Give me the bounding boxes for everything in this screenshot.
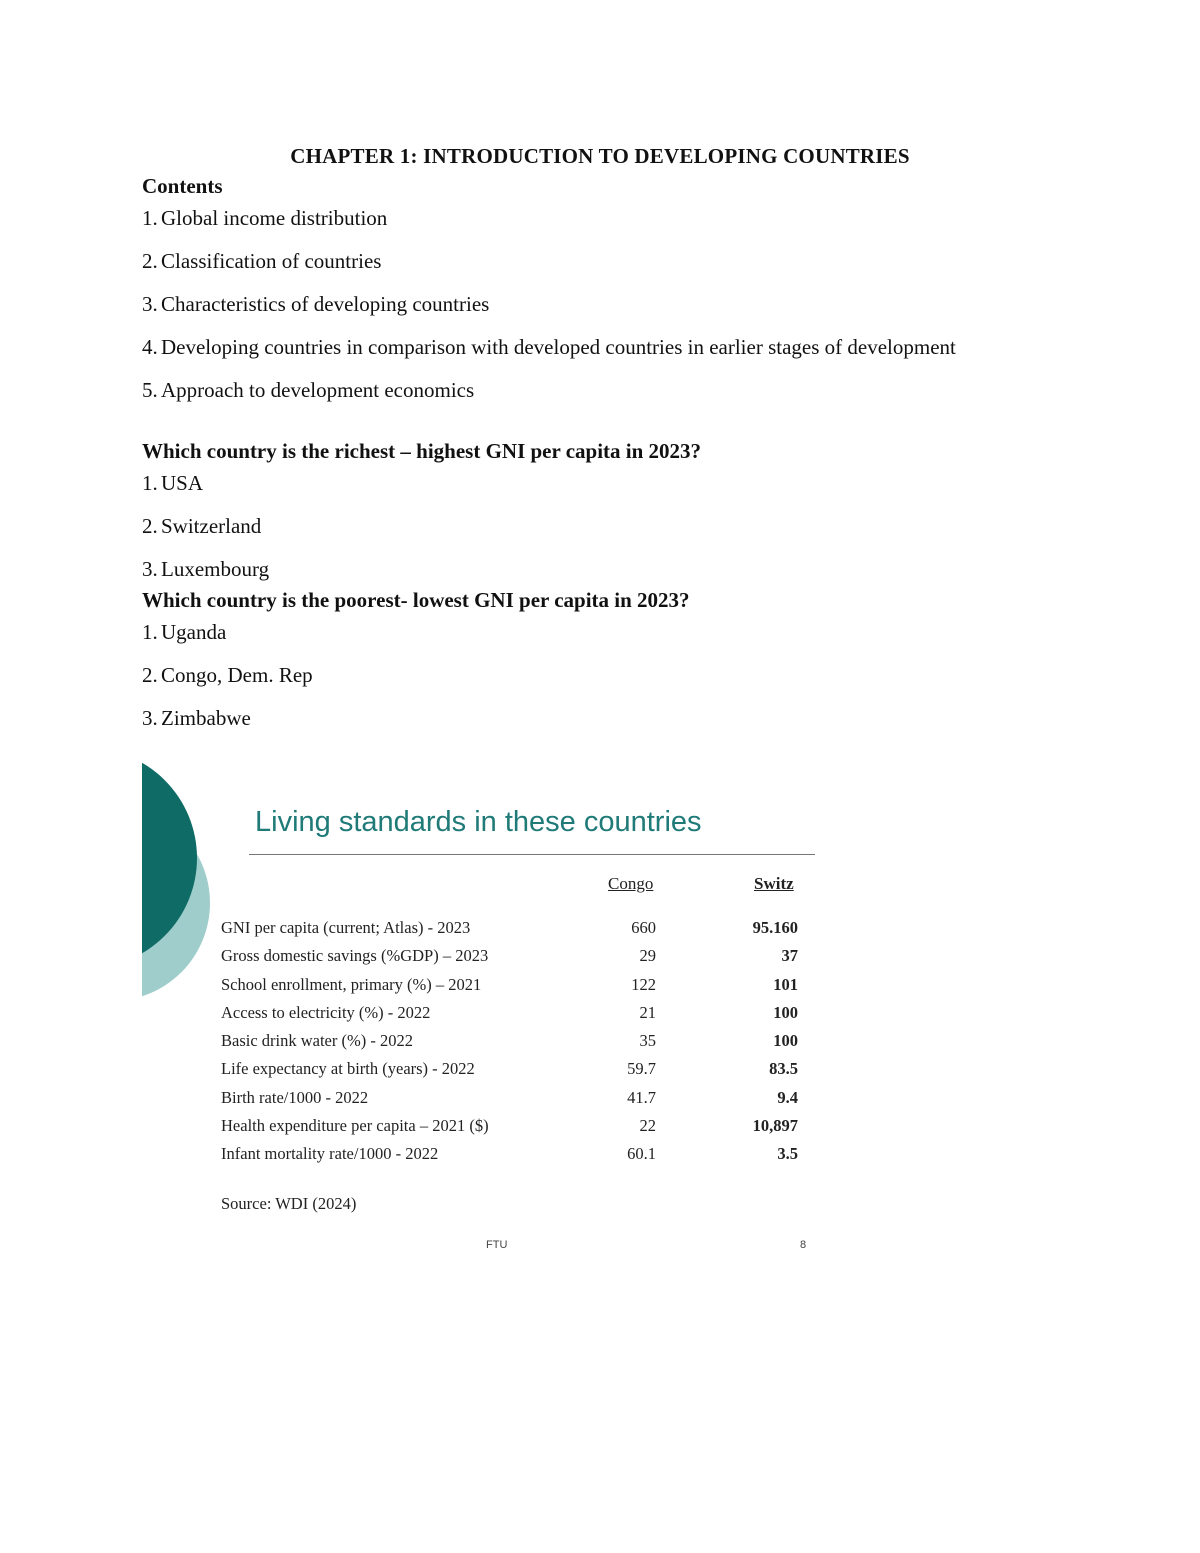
list-item: 2. Congo, Dem. Rep <box>142 663 313 687</box>
table-row: Access to electricity (%) - 2022 21 100 <box>221 1002 798 1022</box>
column-header-switz: Switz <box>754 874 794 893</box>
table-row: School enrollment, primary (%) – 2021 122 101 <box>221 974 798 994</box>
list-item: 1. USA <box>142 471 204 495</box>
richest-options <box>142 471 269 600</box>
poorest-options <box>142 620 313 749</box>
list-item: 1. Global income distribution <box>142 206 388 230</box>
contents-list <box>142 206 956 421</box>
column-header-congo: Congo <box>608 874 654 893</box>
chapter-title: CHAPTER 1: INTRODUCTION TO DEVELOPING COUNTRIES <box>290 144 910 168</box>
list-item: 4. Developing countries in comparison with developed countries in earlier stages of development <box>142 335 956 359</box>
table-row: GNI per capita (current; Atlas) - 2023 660 95.160 <box>221 918 798 937</box>
table-row: Birth rate/1000 - 2022 41.7 9.4 <box>221 1087 798 1107</box>
table-row: Infant mortality rate/1000 - 2022 60.1 3.5 <box>221 1144 798 1164</box>
contents-heading: Contents <box>142 174 223 198</box>
table-row: Health expenditure per capita – 2021 ($) 22 10,897 <box>221 1116 798 1136</box>
list-item: 3. Zimbabwe <box>142 706 251 730</box>
list-item: 5. Approach to development economics <box>142 378 475 402</box>
list-item: 2. Switzerland <box>142 514 262 538</box>
table-row: Life expectancy at birth (years) - 2022 59.7 83.5 <box>221 1059 798 1079</box>
slide-title: Living standards in these countries <box>255 806 702 838</box>
slide-image <box>142 758 822 1268</box>
poorest-question: Which country is the poorest- lowest GNI per capita in 2023? <box>142 588 690 612</box>
slide-divider <box>249 854 815 855</box>
list-item: 3. Luxembourg <box>142 557 270 581</box>
list-item: 2. Classification of countries <box>142 249 382 273</box>
list-item: 3. Characteristics of developing countries <box>142 292 490 316</box>
table-row: Gross domestic savings (%GDP) – 2023 29 37 <box>221 946 798 966</box>
richest-question: Which country is the richest – highest GNI per capita in 2023? <box>142 439 702 463</box>
list-item: 1. Uganda <box>142 620 227 644</box>
slide-decor-shape <box>142 758 222 1018</box>
slide-page-number: 8 <box>800 1239 807 1251</box>
table-row: Basic drink water (%) - 2022 35 100 <box>221 1031 798 1051</box>
slide-source: Source: WDI (2024) <box>221 1194 357 1213</box>
slide-footer-label: FTU <box>486 1239 508 1251</box>
indicator-table <box>221 914 801 1169</box>
